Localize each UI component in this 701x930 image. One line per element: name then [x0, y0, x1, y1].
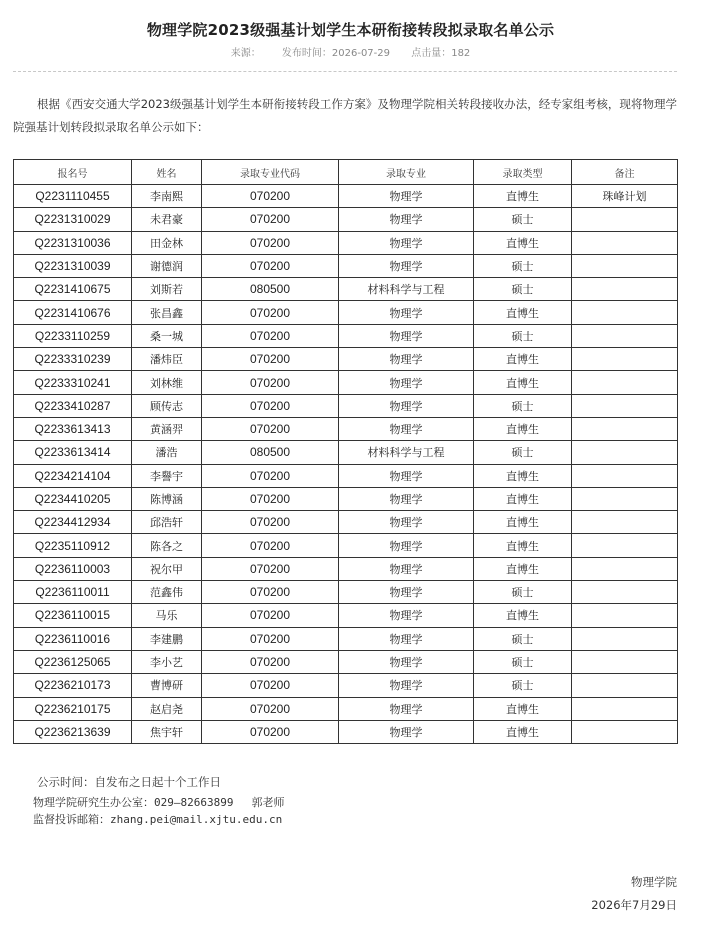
article-meta: [0, 44, 701, 59]
cell-student-name: 范鑫伟: [132, 581, 202, 604]
cell-student-name: 桑一城: [132, 324, 202, 347]
cell-remark: [572, 534, 678, 557]
admission-table: [13, 159, 678, 744]
cell-major-code: 070200: [202, 185, 339, 208]
cell-remark: [572, 627, 678, 650]
cell-admission-type: 硕士: [474, 278, 572, 301]
office-contact: [33, 794, 284, 810]
cell-major: 物理学: [339, 417, 474, 440]
cell-major-code: 070200: [202, 720, 339, 743]
cell-major: 物理学: [339, 301, 474, 324]
intro-paragraph: 根据《西安交通大学2023级强基计划学生本研衔接转段工作方案》及物理学院相关转段接收办法，经专家组考核，现将物理学院强基计划转段拟录取名单公示如下：: [13, 97, 677, 134]
table-row: [14, 394, 678, 417]
cell-student-name: 黄涵羿: [132, 417, 202, 440]
cell-remark: [572, 720, 678, 743]
cell-student-name: 刘林维: [132, 371, 202, 394]
cell-student-name: 李譽宇: [132, 464, 202, 487]
click-count: 点击量：182: [411, 48, 471, 59]
cell-reg-no: Q2233310241: [14, 371, 132, 394]
cell-major: 物理学: [339, 254, 474, 277]
cell-major: 材料科学与工程: [339, 441, 474, 464]
table-row: [14, 511, 678, 534]
cell-major: 物理学: [339, 720, 474, 743]
cell-remark: [572, 371, 678, 394]
cell-major-code: 070200: [202, 650, 339, 673]
cell-remark: [572, 604, 678, 627]
cell-major-code: 070200: [202, 627, 339, 650]
cell-remark: [572, 254, 678, 277]
cell-admission-type: 直博生: [474, 697, 572, 720]
source-label: 来源：: [230, 48, 261, 59]
cell-student-name: 未君豪: [132, 208, 202, 231]
cell-reg-no: Q2233613414: [14, 441, 132, 464]
cell-reg-no: Q2236210175: [14, 697, 132, 720]
cell-admission-type: 直博生: [474, 720, 572, 743]
publish-time: 发布时间：2026-07-29: [281, 48, 391, 59]
cell-reg-no: Q2236125065: [14, 650, 132, 673]
cell-major: 材料科学与工程: [339, 278, 474, 301]
cell-reg-no: Q2235110912: [14, 534, 132, 557]
cell-remark: [572, 650, 678, 673]
table-row: [14, 417, 678, 440]
cell-remark: [572, 348, 678, 371]
cell-admission-type: 直博生: [474, 185, 572, 208]
table-row: [14, 254, 678, 277]
cell-remark: [572, 324, 678, 347]
table-row: [14, 534, 678, 557]
cell-admission-type: 硕士: [474, 324, 572, 347]
cell-student-name: 谢德润: [132, 254, 202, 277]
cell-admission-type: 硕士: [474, 650, 572, 673]
cell-student-name: 李建鹏: [132, 627, 202, 650]
cell-major: 物理学: [339, 231, 474, 254]
cell-major-code: 070200: [202, 464, 339, 487]
cell-major-code: 070200: [202, 487, 339, 510]
cell-reg-no: Q2231310039: [14, 254, 132, 277]
signature-date: 2026年7月29日: [591, 898, 677, 912]
signature-org: 物理学院: [631, 875, 677, 889]
cell-student-name: 陈博涵: [132, 487, 202, 510]
cell-student-name: 田金林: [132, 231, 202, 254]
cell-reg-no: Q2233310239: [14, 348, 132, 371]
cell-major-code: 070200: [202, 208, 339, 231]
cell-student-name: 张昌鑫: [132, 301, 202, 324]
cell-admission-type: 硕士: [474, 254, 572, 277]
cell-student-name: 赵启尧: [132, 697, 202, 720]
table-row: [14, 627, 678, 650]
table-row: [14, 720, 678, 743]
header-major: 录取专业: [339, 160, 474, 185]
cell-admission-type: 硕士: [474, 394, 572, 417]
cell-admission-type: 直博生: [474, 348, 572, 371]
cell-reg-no: Q2236110011: [14, 581, 132, 604]
cell-reg-no: Q2231310029: [14, 208, 132, 231]
cell-student-name: 祝尔甲: [132, 557, 202, 580]
cell-major-code: 070200: [202, 301, 339, 324]
cell-major: 物理学: [339, 511, 474, 534]
cell-major: 物理学: [339, 487, 474, 510]
cell-major-code: 080500: [202, 441, 339, 464]
cell-reg-no: Q2236110016: [14, 627, 132, 650]
cell-major-code: 070200: [202, 371, 339, 394]
cell-major: 物理学: [339, 627, 474, 650]
header-remark: 备注: [572, 160, 678, 185]
cell-student-name: 刘斯若: [132, 278, 202, 301]
cell-major-code: 070200: [202, 511, 339, 534]
cell-reg-no: Q2231410675: [14, 278, 132, 301]
cell-remark: [572, 487, 678, 510]
cell-remark: [572, 581, 678, 604]
cell-admission-type: 硕士: [474, 627, 572, 650]
cell-remark: [572, 231, 678, 254]
cell-major: 物理学: [339, 534, 474, 557]
cell-reg-no: Q2231410676: [14, 301, 132, 324]
cell-admission-type: 直博生: [474, 511, 572, 534]
cell-student-name: 李小艺: [132, 650, 202, 673]
cell-admission-type: 直博生: [474, 417, 572, 440]
table-row: [14, 697, 678, 720]
cell-major: 物理学: [339, 674, 474, 697]
cell-major-code: 070200: [202, 417, 339, 440]
cell-remark: 珠峰计划: [572, 185, 678, 208]
cell-major-code: 070200: [202, 557, 339, 580]
cell-major-code: 070200: [202, 254, 339, 277]
cell-remark: [572, 417, 678, 440]
cell-admission-type: 直博生: [474, 557, 572, 580]
cell-major: 物理学: [339, 324, 474, 347]
table-row: [14, 464, 678, 487]
cell-major-code: 070200: [202, 231, 339, 254]
cell-admission-type: 直博生: [474, 231, 572, 254]
cell-major-code: 070200: [202, 581, 339, 604]
page-title: 物理学院2023级强基计划学生本研衔接转段拟录取名单公示: [146, 21, 555, 39]
title-divider: [13, 71, 677, 72]
cell-major: 物理学: [339, 185, 474, 208]
cell-student-name: 李南熙: [132, 185, 202, 208]
cell-major-code: 070200: [202, 697, 339, 720]
table-body: [14, 185, 678, 744]
cell-student-name: 曹博研: [132, 674, 202, 697]
header-name: 姓名: [132, 160, 202, 185]
cell-major: 物理学: [339, 348, 474, 371]
cell-remark: [572, 278, 678, 301]
cell-admission-type: 直博生: [474, 534, 572, 557]
complaint-email: 监督投诉邮箱：zhang.pei@mail.xjtu.edu.cn: [33, 813, 283, 826]
cell-major: 物理学: [339, 464, 474, 487]
cell-reg-no: Q2236110003: [14, 557, 132, 580]
cell-student-name: 潘浩: [132, 441, 202, 464]
cell-reg-no: Q2231310036: [14, 231, 132, 254]
cell-major: 物理学: [339, 697, 474, 720]
table-row: [14, 324, 678, 347]
cell-remark: [572, 208, 678, 231]
cell-major: 物理学: [339, 557, 474, 580]
cell-major-code: 070200: [202, 394, 339, 417]
table-row: [14, 581, 678, 604]
cell-student-name: 焦宇轩: [132, 720, 202, 743]
cell-student-name: 马乐: [132, 604, 202, 627]
cell-reg-no: Q2234412934: [14, 511, 132, 534]
cell-remark: [572, 394, 678, 417]
table-row: [14, 674, 678, 697]
cell-admission-type: 直博生: [474, 464, 572, 487]
cell-student-name: 陈各之: [132, 534, 202, 557]
cell-major-code: 080500: [202, 278, 339, 301]
cell-major-code: 070200: [202, 674, 339, 697]
table-row: [14, 604, 678, 627]
cell-admission-type: 直博生: [474, 371, 572, 394]
cell-reg-no: Q2233613413: [14, 417, 132, 440]
cell-major-code: 070200: [202, 348, 339, 371]
cell-admission-type: 直博生: [474, 301, 572, 324]
cell-admission-type: 硕士: [474, 441, 572, 464]
header-reg-no: 报名号: [14, 160, 132, 185]
cell-major-code: 070200: [202, 604, 339, 627]
cell-major: 物理学: [339, 581, 474, 604]
cell-major: 物理学: [339, 371, 474, 394]
cell-reg-no: Q2231110455: [14, 185, 132, 208]
table-row: [14, 441, 678, 464]
cell-remark: [572, 301, 678, 324]
cell-reg-no: Q2236110015: [14, 604, 132, 627]
cell-student-name: 邱浩轩: [132, 511, 202, 534]
header-type: 录取类型: [474, 160, 572, 185]
table-row: [14, 208, 678, 231]
office-phone: 物理学院研究生办公室：029—82663899: [33, 796, 234, 809]
table-row: [14, 650, 678, 673]
cell-reg-no: Q2234214104: [14, 464, 132, 487]
cell-major-code: 070200: [202, 324, 339, 347]
cell-major: 物理学: [339, 208, 474, 231]
table-header-row: [14, 160, 678, 185]
table-row: [14, 278, 678, 301]
header-major-code: 录取专业代码: [202, 160, 339, 185]
cell-reg-no: Q2236213639: [14, 720, 132, 743]
table-row: [14, 301, 678, 324]
contact-teacher: 郭老师: [251, 796, 285, 809]
cell-admission-type: 硕士: [474, 581, 572, 604]
cell-reg-no: Q2236210173: [14, 674, 132, 697]
cell-remark: [572, 557, 678, 580]
cell-remark: [572, 511, 678, 534]
table-row: [14, 371, 678, 394]
cell-reg-no: Q2233110259: [14, 324, 132, 347]
cell-admission-type: 硕士: [474, 208, 572, 231]
table-row: [14, 231, 678, 254]
table-row: [14, 557, 678, 580]
cell-major-code: 070200: [202, 534, 339, 557]
cell-reg-no: Q2234410205: [14, 487, 132, 510]
cell-remark: [572, 441, 678, 464]
cell-student-name: 潘炜臣: [132, 348, 202, 371]
table-row: [14, 348, 678, 371]
cell-major: 物理学: [339, 604, 474, 627]
notice-period: 公示时间：自发布之日起十个工作日: [37, 775, 221, 789]
cell-remark: [572, 674, 678, 697]
table-row: [14, 185, 678, 208]
cell-remark: [572, 697, 678, 720]
cell-student-name: 顾传志: [132, 394, 202, 417]
cell-major: 物理学: [339, 394, 474, 417]
cell-reg-no: Q2233410287: [14, 394, 132, 417]
table-row: [14, 487, 678, 510]
cell-admission-type: 直博生: [474, 604, 572, 627]
cell-major: 物理学: [339, 650, 474, 673]
cell-remark: [572, 464, 678, 487]
cell-admission-type: 硕士: [474, 674, 572, 697]
cell-admission-type: 直博生: [474, 487, 572, 510]
